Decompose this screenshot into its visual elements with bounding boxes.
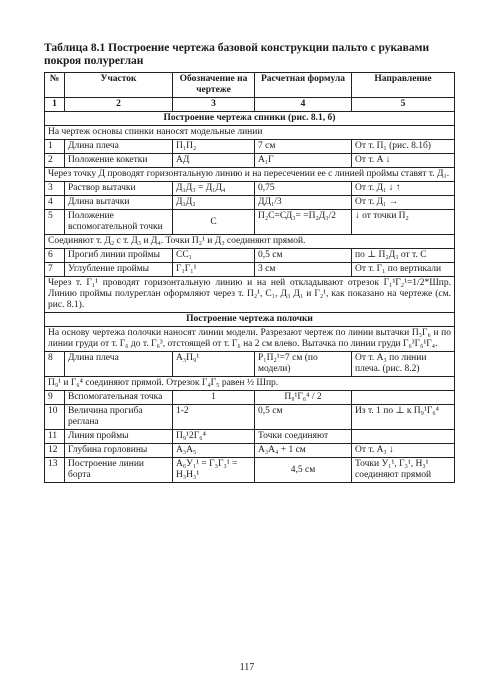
note-text: На основу чертежа полочки наносят линии модели. Разрезают чертеж по линии вытачки П₅Г₆ и по линии груди от т. Г₆ до т. Г₆³, отстоящей от т. Г₆ на 2 см влево. Вытачка по линии груди Г₆³Г₆¹Г₄. xyxy=(45,327,455,352)
header-row xyxy=(45,73,455,98)
row-formula: 3 см xyxy=(255,263,352,277)
column-number: 2 xyxy=(65,98,173,112)
row-symbol: С xyxy=(173,210,255,235)
row-direction: От т. Д₁ ↓ ↑ xyxy=(352,182,455,196)
row-number: 4 xyxy=(45,196,65,210)
row-part: Вспомогательная точка xyxy=(65,391,173,405)
row-part: Положение кокетки xyxy=(65,154,173,168)
section-row xyxy=(45,112,455,126)
column-number: 1 xyxy=(45,98,65,112)
row-formula: 0,75 xyxy=(255,182,352,196)
row-symbol: П₁П₂ xyxy=(173,140,255,154)
row-symbol: П₉¹2Г₆⁴ xyxy=(173,430,255,444)
table-row xyxy=(45,196,455,210)
row-formula: П₉¹Г₆⁴ / 2 xyxy=(255,391,352,405)
row-formula: А₃А₄ + 1 см xyxy=(255,444,352,458)
section-row xyxy=(45,313,455,327)
row-part: Длина плеча xyxy=(65,352,173,377)
table-row xyxy=(45,430,455,444)
row-symbol: СС₁ xyxy=(173,249,255,263)
row-direction: От т. А₃ ↓ xyxy=(352,444,455,458)
note-row xyxy=(45,126,455,140)
table-caption: Таблица 8.1 Построение чертежа базовой конструкции пальто с рукавами покроя полуреглан xyxy=(44,42,430,67)
row-number: 13 xyxy=(45,458,65,483)
row-number: 11 xyxy=(45,430,65,444)
row-formula: П₂С=СД₃= =П₂Д₃/2 xyxy=(255,210,352,235)
note-row xyxy=(45,168,455,182)
table-row xyxy=(45,405,455,430)
note-text: Через точку Д проводят горизонтальную линию и на пересечении ее с линией проймы ставят т. Д₁. xyxy=(45,168,455,182)
header-formula: Расчетная формула xyxy=(255,73,352,98)
note-text: Через т. Г₁¹ проводят горизонтальную линию и на ней откладывают отрезок Г₁¹Г₂¹=1/2*Шпр. Линию проймы полуреглан оформляют через т. П₂¹, С₁, Д₃ Д₁ и Г₂¹, как показано на чертеже (см. рис. 8.1). xyxy=(45,277,455,313)
row-number: 1 xyxy=(45,140,65,154)
row-symbol: А₆У₁¹ = Г₃Г₃¹ = Н₃Н₃¹ xyxy=(173,458,255,483)
row-part: Величина прогиба реглана xyxy=(65,405,173,430)
row-direction: ↓ от точки П₂ xyxy=(352,210,455,235)
note-row xyxy=(45,377,455,391)
row-direction: Из т. 1 по ⊥ к П₉¹Г₆⁴ xyxy=(352,405,455,430)
column-number: 4 xyxy=(255,98,352,112)
row-symbol: Д₁Д₃ = Д₁Д₄ xyxy=(173,182,255,196)
row-symbol: 1-2 xyxy=(173,405,255,430)
row-symbol: Д₁Д₂ xyxy=(173,196,255,210)
row-number: 5 xyxy=(45,210,65,235)
row-direction xyxy=(352,391,455,405)
header-part: Участок xyxy=(65,73,173,98)
table-row xyxy=(45,154,455,168)
row-formula: 7 см xyxy=(255,140,352,154)
row-part: Линия проймы xyxy=(65,430,173,444)
row-number: 8 xyxy=(45,352,65,377)
row-number: 12 xyxy=(45,444,65,458)
table-row xyxy=(45,210,455,235)
row-direction: От т. Д₁ → xyxy=(352,196,455,210)
page-number: 117 xyxy=(239,662,255,673)
row-part: Положение вспомогательной точки xyxy=(65,210,173,235)
table-row xyxy=(45,458,455,483)
header-number: № xyxy=(45,73,65,98)
row-number: 3 xyxy=(45,182,65,196)
note-text: Соединяют т. Д₂ с т. Д₃ и Д₄. Точки П₂¹ и Д₃ соединяют прямой. xyxy=(45,235,455,249)
row-part: Длина вытачки xyxy=(65,196,173,210)
row-symbol: А₃П₉¹ xyxy=(173,352,255,377)
column-number: 5 xyxy=(352,98,455,112)
table-row xyxy=(45,182,455,196)
row-formula: ДД₁/3 xyxy=(255,196,352,210)
note-row xyxy=(45,277,455,313)
row-number: 10 xyxy=(45,405,65,430)
row-formula: Р₁П₂¹=7 см (по модели) xyxy=(255,352,352,377)
table-row xyxy=(45,249,455,263)
row-part: Построение линии борта xyxy=(65,458,173,483)
row-formula: 0,5 см xyxy=(255,249,352,263)
row-direction xyxy=(352,430,455,444)
row-direction: Точки У₁¹, Г₃¹, Н₃¹ соединяют прямой xyxy=(352,458,455,483)
table-row xyxy=(45,352,455,377)
row-number: 7 xyxy=(45,263,65,277)
header-direction: Направление xyxy=(352,73,455,98)
table-row xyxy=(45,444,455,458)
row-direction: От т. Г₁ по вертикали xyxy=(352,263,455,277)
column-number: 3 xyxy=(173,98,255,112)
section-front-heading: Построение чертежа полочки xyxy=(45,313,455,327)
column-number-row xyxy=(45,98,455,112)
note-row xyxy=(45,327,455,352)
row-number: 6 xyxy=(45,249,65,263)
row-formula: 0,5 см xyxy=(255,405,352,430)
row-part: Прогиб линии проймы xyxy=(65,249,173,263)
row-number: 9 xyxy=(45,391,65,405)
table-row xyxy=(45,391,455,405)
note-text: На чертеж основы спинки наносят модельные линии xyxy=(45,126,455,140)
row-direction: От т. А₃ по линии плеча. (рис. 8.2) xyxy=(352,352,455,377)
note-row xyxy=(45,235,455,249)
row-formula: 4,5 см xyxy=(255,458,352,483)
row-symbol: АД xyxy=(173,154,255,168)
table-row xyxy=(45,263,455,277)
row-symbol: Г₁Г₁¹ xyxy=(173,263,255,277)
row-symbol: 1 xyxy=(173,391,255,405)
construction-table xyxy=(44,72,455,483)
row-direction: От т. А ↓ xyxy=(352,154,455,168)
row-direction: по ⊥ П₂Д₃ от т. С xyxy=(352,249,455,263)
row-formula: Точки соединяют xyxy=(255,430,352,444)
row-part: Раствор вытачки xyxy=(65,182,173,196)
header-symbol: Обозначение на чертеже xyxy=(173,73,255,98)
row-part: Длина плеча xyxy=(65,140,173,154)
row-part: Углубление проймы xyxy=(65,263,173,277)
row-formula: А₁Г xyxy=(255,154,352,168)
row-part: Глубина горловины xyxy=(65,444,173,458)
note-text: П₉¹ и Г₆⁴ соединяют прямой. Отрезок Г₄Г₅ равен ½ Шпр. xyxy=(45,377,455,391)
row-symbol: А₃А₅ xyxy=(173,444,255,458)
row-direction: От т. П₁ (рис. 8.1б) xyxy=(352,140,455,154)
table-row xyxy=(45,140,455,154)
section-back-heading: Построение чертежа спинки (рис. 8.1, б) xyxy=(45,112,455,126)
row-number: 2 xyxy=(45,154,65,168)
